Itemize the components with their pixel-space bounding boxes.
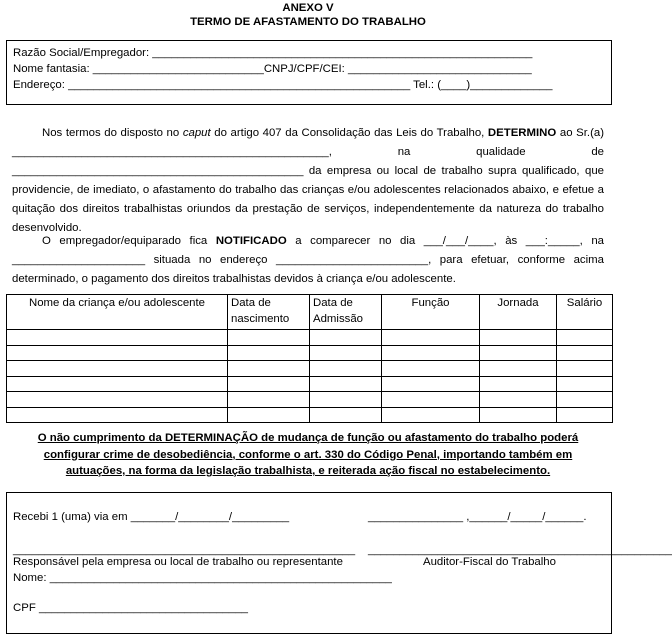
- p2-place-blank: _____________________: [12, 254, 146, 266]
- table-cell[interactable]: [557, 376, 613, 392]
- table-cell[interactable]: [382, 392, 480, 408]
- table-cell[interactable]: [480, 345, 557, 361]
- table-cell[interactable]: [310, 392, 382, 408]
- table-cell[interactable]: [310, 376, 382, 392]
- employer-name-line: Razão Social/Empregador: ____________________________________________________________: [13, 47, 533, 59]
- p1-determino: DETERMINO: [487, 127, 557, 139]
- table-cell[interactable]: [228, 361, 310, 377]
- table-cell[interactable]: [228, 345, 310, 361]
- table-row: [7, 361, 613, 377]
- table-cell[interactable]: [382, 407, 480, 423]
- auditor-label: Auditor-Fiscal do Trabalho: [423, 556, 556, 568]
- p1-role-blank: ______________________________________________: [12, 165, 304, 177]
- p2-date-blank: ___/___/____: [423, 235, 494, 247]
- p1-caput: caput: [182, 127, 211, 139]
- legal-warning: [14, 430, 602, 480]
- p2-rest: , para efetuar, conforme acima determinado, o pagamento dos direitos trabalhistas devidos à criança e/ou adolescente.: [12, 254, 604, 285]
- p1-intro: Nos termos do disposto no: [42, 127, 183, 139]
- table-cell[interactable]: [480, 392, 557, 408]
- name-line: Nome: ______________________________________________________: [13, 572, 392, 584]
- received-line: Recebi 1 (uma) via em _______/________/_________: [13, 511, 290, 523]
- p2-mid4: situada no endereço: [145, 254, 277, 266]
- children-table: [6, 294, 613, 423]
- p1-after-determino: ao Sr.(a): [556, 127, 604, 139]
- table-cell[interactable]: [7, 345, 228, 361]
- col-salary: Salário: [557, 295, 613, 330]
- p1-na-qualidade: na qualidade de: [331, 146, 604, 158]
- annex-label: ANEXO V: [282, 2, 334, 14]
- table-cell[interactable]: [7, 392, 228, 408]
- table-cell[interactable]: [228, 376, 310, 392]
- table-cell[interactable]: [480, 376, 557, 392]
- table-cell[interactable]: [557, 361, 613, 377]
- table-row: [7, 376, 613, 392]
- col-admission: Data de Admissão: [310, 295, 382, 330]
- table-cell[interactable]: [557, 407, 613, 423]
- table-cell[interactable]: [382, 361, 480, 377]
- responsible-label: Responsável pela empresa ou local de trabalho ou representante: [13, 556, 343, 568]
- table-cell[interactable]: [480, 361, 557, 377]
- table-header-row: [7, 295, 613, 330]
- col-function: Função: [382, 295, 480, 330]
- table-cell[interactable]: [7, 376, 228, 392]
- table-cell[interactable]: [557, 330, 613, 346]
- table-cell[interactable]: [382, 330, 480, 346]
- table-cell[interactable]: [480, 330, 557, 346]
- p1-worker-blank: __________________________________________________,: [12, 146, 332, 158]
- table-cell[interactable]: [310, 345, 382, 361]
- notification-paragraph: [12, 232, 604, 289]
- place-date-line: _______________ ,______/_____/______.: [368, 511, 587, 523]
- table-cell[interactable]: [382, 376, 480, 392]
- warning-text2: de mudança de função ou afastamento do trabalho poderá configurar crime de desobediência, conforme o art. 330 do Código Penal, importando também em autuações, na forma da legislação trabalhista, e reiterada ação fiscal no estabelecimento.: [43, 432, 579, 477]
- table-cell[interactable]: [7, 330, 228, 346]
- p2-address-blank: ________________________: [276, 254, 429, 266]
- table-cell[interactable]: [310, 361, 382, 377]
- table-cell[interactable]: [557, 345, 613, 361]
- table-cell[interactable]: [382, 345, 480, 361]
- document-title: TERMO DE AFASTAMENTO DO TRABALHO: [190, 16, 426, 28]
- p1-middle: do artigo 407 da Consolidação das Leis do Trabalho,: [210, 127, 488, 139]
- warning-text1: O não cumprimento da: [37, 432, 165, 444]
- table-row: [7, 330, 613, 346]
- p2-intro: O empregador/equiparado fica: [42, 235, 216, 247]
- address-line: Endereço: ______________________________________________________ Tel.: (____)_____________: [13, 79, 553, 91]
- table-row: [7, 392, 613, 408]
- table-cell[interactable]: [228, 407, 310, 423]
- p2-notificado: NOTIFICADO: [215, 235, 287, 247]
- table-cell[interactable]: [228, 392, 310, 408]
- p2-mid1: a comparecer no dia: [286, 235, 424, 247]
- table-row: [7, 345, 613, 361]
- trade-name-line: Nome fantasia: ___________________________CNPJ/CPF/CEI: _____________________________: [13, 63, 532, 75]
- p2-time-blank: ___:_____: [525, 235, 580, 247]
- p2-mid3: , na: [579, 235, 605, 247]
- determination-paragraph: [12, 124, 604, 238]
- table-cell[interactable]: [310, 407, 382, 423]
- table-cell[interactable]: [7, 361, 228, 377]
- col-name: Nome da criança e/ou adolescente: [7, 295, 228, 330]
- responsible-signature-line: ______________________________________________________: [13, 544, 356, 556]
- auditor-signature-line: ________________________________________________: [368, 544, 672, 556]
- table-cell[interactable]: [480, 407, 557, 423]
- col-workday: Jornada: [480, 295, 557, 330]
- table-cell[interactable]: [228, 330, 310, 346]
- cpf-line: CPF _________________________________: [13, 602, 248, 614]
- col-birth: Data de nascimento: [228, 295, 310, 330]
- p1-rest: da empresa ou local de trabalho supra qualificado, que providencie, de imediato, o afastamento do trabalho das crianças e/ou adolescentes relacionados abaixo, e efetue a quitação dos direitos trabalhistas oriundos da prestação de serviços, independentemente da natureza do trabalho desenvolvido.: [12, 165, 604, 234]
- table-cell[interactable]: [7, 407, 228, 423]
- table-cell[interactable]: [310, 330, 382, 346]
- p2-mid2: , às: [493, 235, 526, 247]
- table-cell[interactable]: [557, 392, 613, 408]
- warning-determinacao: DETERMINAÇÃO: [164, 432, 258, 444]
- table-row: [7, 407, 613, 423]
